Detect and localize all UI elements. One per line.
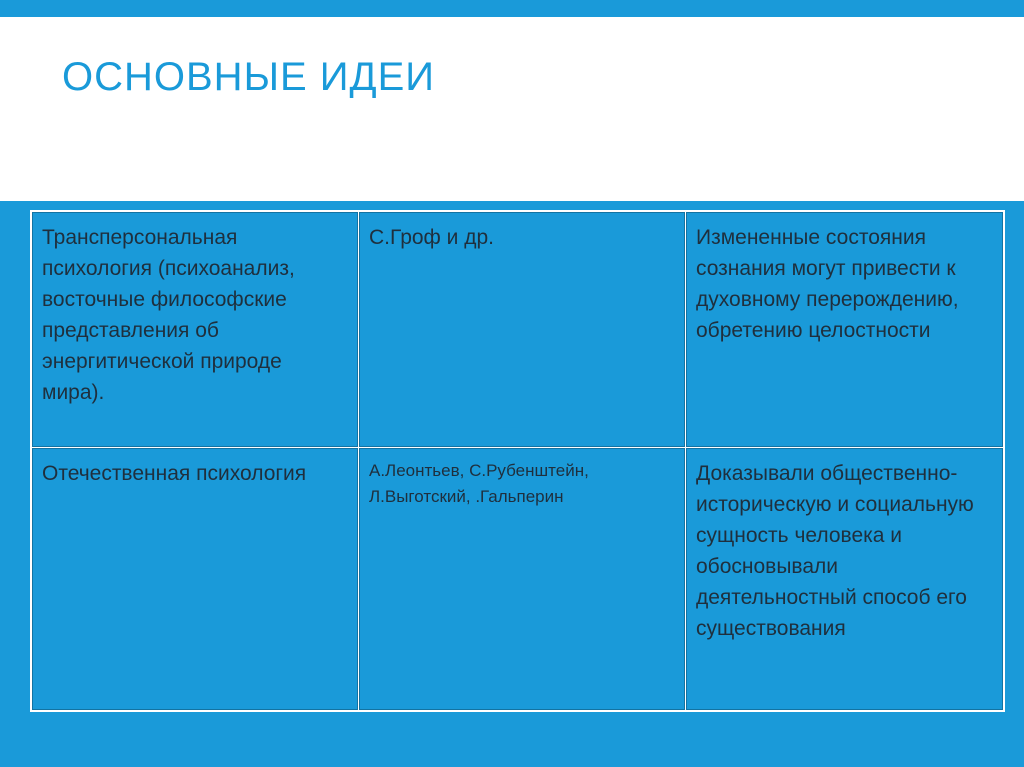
- table-cell-authors: [359, 447, 686, 711]
- title-band: [0, 17, 1024, 201]
- table-cell-direction: [31, 211, 359, 447]
- authors-text: С.Гроф и др.: [369, 226, 494, 249]
- authors-text: А.Леонтьев, С.Рубенштейн, Л.Выготский, .Гальперин: [369, 460, 589, 506]
- slide-title: ОСНОВНЫЕ ИДЕИ: [62, 55, 436, 99]
- idea-text: Измененные состояния сознания могут привести к духовному перерождению, обретению целостности: [696, 226, 959, 342]
- table-cell-authors: [359, 211, 686, 447]
- table-row: [31, 211, 1004, 447]
- table-cell-idea: [686, 447, 1005, 711]
- table-row: [31, 447, 1004, 711]
- direction-text: Отечественная психология: [42, 461, 307, 485]
- idea-text: Доказывали общественно-историческую и социальную сущность человека и обосновывали деятельностный способ его существования: [696, 461, 974, 640]
- ideas-table: [30, 210, 1005, 712]
- table-cell-direction: [31, 447, 359, 711]
- direction-text: Трансперсональная психология (психоанализ, восточные философские представления об энергитической природе мира).: [42, 226, 295, 404]
- table-cell-idea: [686, 211, 1005, 447]
